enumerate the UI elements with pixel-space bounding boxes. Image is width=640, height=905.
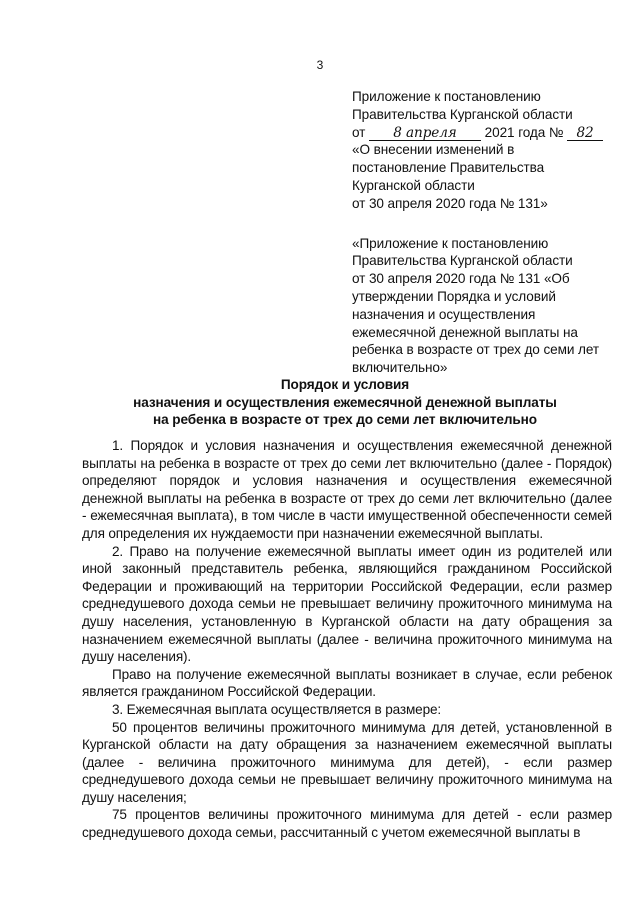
document-body	[82, 437, 612, 842]
appendix-quote-line: «Приложение к постановлению	[352, 235, 549, 251]
appendix-date-line	[352, 124, 622, 142]
paragraph: Право на получение ежемесячной выплаты возникает в случае, если ребенок является гражданином Российской Федерации.	[82, 666, 612, 700]
date-year: 2021 года №	[484, 124, 564, 140]
appendix-quote-line: ребенка в возрасте от трех до семи лет	[352, 342, 599, 358]
appendix-gap	[352, 213, 622, 235]
appendix-line: Приложение к постановлению	[352, 89, 541, 104]
appendix-line: «О внесении изменений в	[352, 142, 515, 158]
title-line: на ребенка в возрасте от трех до семи лет включительно	[153, 412, 537, 427]
appendix-quote-line: утверждении Порядка и условий	[352, 288, 556, 304]
handwritten-number: 82	[567, 126, 603, 141]
appendix-quote-line: ежемесячной денежной выплаты на	[352, 324, 578, 340]
appendix-line: Правительства Курганской области	[352, 106, 573, 122]
appendix-header	[352, 88, 622, 377]
appendix-quote-line: от 30 апреля 2020 года № 131 «Об	[352, 271, 570, 287]
paragraph: 75 процентов величины прожиточного минимума для детей - если размер среднедушевого дохода семьи, рассчитанный с учетом ежемесячной выплаты в	[82, 807, 612, 841]
title-line: Порядок и условия	[280, 377, 410, 392]
paragraph: 3. Ежемесячная выплата осуществляется в размере:	[112, 701, 442, 717]
appendix-quote-line: включительно»	[352, 360, 448, 376]
appendix-quote-line: назначения и осуществления	[352, 306, 536, 322]
paragraph: 1. Порядок и условия назначения и осуществления ежемесячной денежной выплаты на ребенка в возрасте от трех до семи лет включительно (далее - Порядок) определяют порядок и условия назначения и осуществления ежемесячной денежной выплаты на ребенка в возрасте от трех до семи лет включительно (далее - ежемесячная выплата), в том числе в части имущественной обеспеченности семей для определения их нуждаемости при назначении ежемесячной выплаты.	[82, 438, 612, 541]
appendix-line: от 30 апреля 2020 года № 131»	[352, 195, 548, 211]
paragraph: 50 процентов величины прожиточного минимума для детей, установленной в Курганской области на дату обращения за назначением ежемесячной выплаты (далее - величина прожиточного минимума для детей), - если размер среднедушевого дохода семьи не превышает величину прожиточного минимума на душу населения;	[82, 719, 612, 805]
appendix-quote-line: Правительства Курганской области	[352, 253, 573, 269]
appendix-line: Курганской области	[352, 177, 475, 193]
paragraph: 2. Право на получение ежемесячной выплаты имеет один из родителей или иной законный представитель ребенка, являющийся гражданином Российской Федерации и проживающий на территории Российской Федерации, если размер среднедушевого дохода семьи не превышает величину прожиточного минимума на душу населения, установленную в Курганской области на дату обращения за назначением ежемесячной выплаты (далее - величина прожиточного минимума на душу населения).	[82, 543, 612, 665]
handwritten-date: 8 апреля	[369, 126, 481, 141]
document-title	[60, 376, 630, 429]
title-line: назначения и осуществления ежемесячной денежной выплаты	[133, 394, 557, 410]
date-prefix: от	[352, 124, 366, 140]
appendix-line: постановление Правительства	[352, 160, 545, 176]
page-number: 3	[316, 58, 324, 72]
